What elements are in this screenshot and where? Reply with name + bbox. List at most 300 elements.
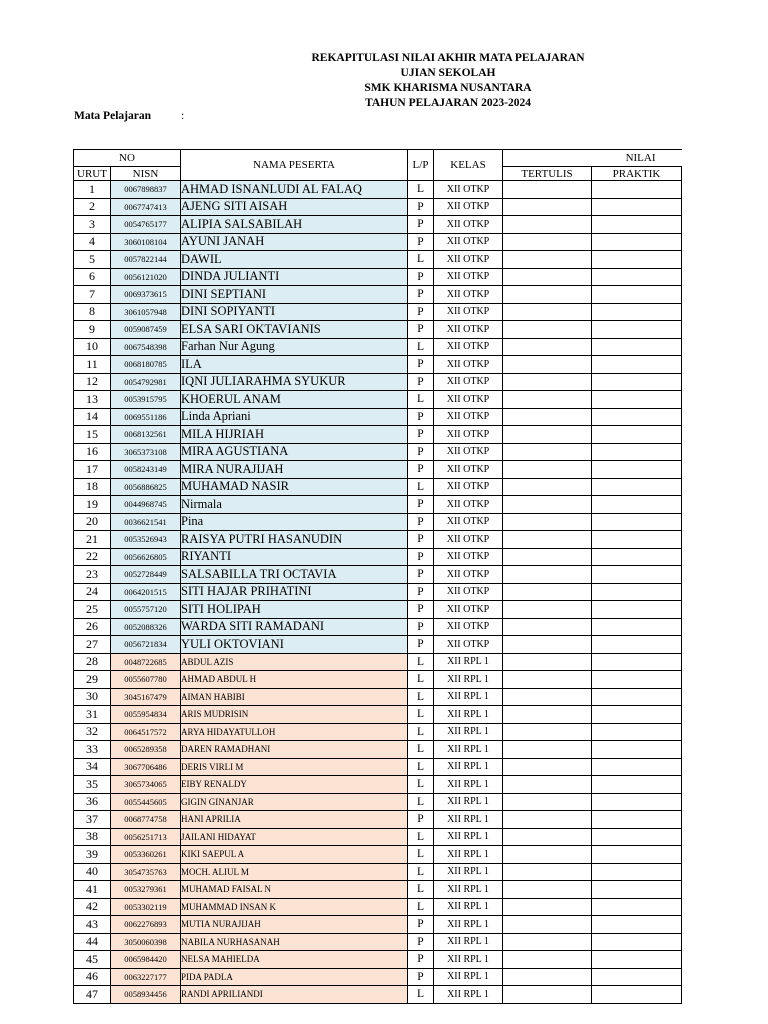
row-lp: L (408, 793, 434, 811)
table-row (74, 688, 682, 706)
row-nilai-tertulis[interactable] (503, 286, 592, 304)
row-nilai-tertulis[interactable] (503, 181, 592, 199)
table-row (74, 986, 682, 1004)
row-nilai-tertulis[interactable] (503, 443, 592, 461)
row-nilai-praktik[interactable] (592, 863, 682, 881)
row-nilai-tertulis[interactable] (503, 653, 592, 671)
table-row (74, 653, 682, 671)
row-nilai-praktik[interactable] (592, 653, 682, 671)
row-no: 15 (74, 426, 111, 444)
row-nama: ABDUL AZIS (181, 653, 408, 671)
row-nilai-tertulis[interactable] (503, 968, 592, 986)
row-kelas: XII OTKP (434, 601, 503, 619)
row-nilai-tertulis[interactable] (503, 321, 592, 339)
row-no: 9 (74, 321, 111, 339)
row-nilai-tertulis[interactable] (503, 198, 592, 216)
row-nilai-praktik[interactable] (592, 846, 682, 864)
table-row (74, 391, 682, 409)
row-kelas: XII RPL 1 (434, 828, 503, 846)
row-kelas: XII RPL 1 (434, 916, 503, 934)
row-lp: L (408, 986, 434, 1004)
row-no: 23 (74, 566, 111, 584)
row-nilai-tertulis[interactable] (503, 356, 592, 374)
row-nilai-tertulis[interactable] (503, 951, 592, 969)
row-lp: P (408, 286, 434, 304)
row-lp: P (408, 531, 434, 549)
row-nisn: 0067548398 (111, 338, 181, 356)
row-nilai-praktik[interactable] (592, 933, 682, 951)
row-lp: P (408, 356, 434, 374)
row-nisn: 0056886825 (111, 478, 181, 496)
row-nama: KIKI SAEPUL A (181, 846, 408, 864)
row-nama: DERIS VIRLI M (181, 758, 408, 776)
row-no: 34 (74, 758, 111, 776)
col-praktik-header: PRAKTIK (592, 167, 682, 181)
row-lp: P (408, 636, 434, 654)
row-kelas: XII RPL 1 (434, 758, 503, 776)
row-nilai-tertulis[interactable] (503, 496, 592, 514)
row-lp: P (408, 321, 434, 339)
row-kelas: XII OTKP (434, 251, 503, 269)
row-nilai-praktik[interactable] (592, 286, 682, 304)
row-lp: P (408, 303, 434, 321)
table-row (74, 373, 682, 391)
row-nama: ALIPIA SALSABILAH (181, 216, 408, 234)
row-nama: EIBY RENALDY (181, 776, 408, 794)
table-row (74, 338, 682, 356)
row-nama: JAILANI HIDAYAT (181, 828, 408, 846)
row-nilai-praktik[interactable] (592, 671, 682, 689)
row-nilai-praktik[interactable] (592, 461, 682, 479)
row-nilai-praktik[interactable] (592, 251, 682, 269)
row-nisn: 3045167479 (111, 688, 181, 706)
col-tertulis-header: TERTULIS (503, 167, 592, 181)
row-nilai-praktik[interactable] (592, 916, 682, 934)
row-nilai-tertulis[interactable] (503, 216, 592, 234)
table-row (74, 706, 682, 724)
row-nisn: 0068774758 (111, 811, 181, 829)
row-kelas: XII OTKP (434, 513, 503, 531)
row-nama: Farhan Nur Agung (181, 338, 408, 356)
row-nilai-praktik[interactable] (592, 636, 682, 654)
row-nama: ARYA HIDAYATULLOH (181, 723, 408, 741)
row-nisn: 0053915795 (111, 391, 181, 409)
row-nilai-praktik[interactable] (592, 268, 682, 286)
row-kelas: XII RPL 1 (434, 706, 503, 724)
row-nama: AIMAN HABIBI (181, 688, 408, 706)
row-no: 45 (74, 951, 111, 969)
row-nama: NABILA NURHASANAH (181, 933, 408, 951)
row-lp: L (408, 688, 434, 706)
row-nama: Linda Apriani (181, 408, 408, 426)
table-row (74, 566, 682, 584)
row-kelas: XII RPL 1 (434, 653, 503, 671)
row-nilai-tertulis[interactable] (503, 723, 592, 741)
table-row (74, 513, 682, 531)
row-no: 32 (74, 723, 111, 741)
subject-colon: : (181, 110, 185, 122)
row-no: 33 (74, 741, 111, 759)
row-no: 40 (74, 863, 111, 881)
row-nama: IQNI JULIARAHMA SYUKUR (181, 373, 408, 391)
row-kelas: XII OTKP (434, 426, 503, 444)
row-no: 18 (74, 478, 111, 496)
table-row (74, 303, 682, 321)
row-nisn: 0053526943 (111, 531, 181, 549)
row-nilai-tertulis[interactable] (503, 986, 592, 1004)
row-nama: HANI APRILIA (181, 811, 408, 829)
row-nisn: 0063227177 (111, 968, 181, 986)
row-nilai-praktik[interactable] (592, 898, 682, 916)
row-nama: DAREN RAMADHANI (181, 741, 408, 759)
grades-table (73, 149, 682, 1004)
row-no: 7 (74, 286, 111, 304)
row-no: 35 (74, 776, 111, 794)
row-nilai-praktik[interactable] (592, 723, 682, 741)
row-kelas: XII RPL 1 (434, 776, 503, 794)
row-nisn: 0065984420 (111, 951, 181, 969)
table-row (74, 496, 682, 514)
table-row (74, 251, 682, 269)
row-kelas: XII OTKP (434, 181, 503, 199)
table-row (74, 881, 682, 899)
row-nilai-tertulis[interactable] (503, 408, 592, 426)
row-nisn: 0053279361 (111, 881, 181, 899)
row-nisn: 3050060398 (111, 933, 181, 951)
row-lp: P (408, 443, 434, 461)
row-nisn: 0062276893 (111, 916, 181, 934)
row-nilai-praktik[interactable] (592, 233, 682, 251)
row-nama: MUHAMMAD INSAN K (181, 898, 408, 916)
row-nilai-praktik[interactable] (592, 758, 682, 776)
row-kelas: XII OTKP (434, 618, 503, 636)
row-nilai-tertulis[interactable] (503, 863, 592, 881)
row-nilai-praktik[interactable] (592, 478, 682, 496)
row-no: 8 (74, 303, 111, 321)
row-nisn: 3065373108 (111, 443, 181, 461)
row-nilai-tertulis[interactable] (503, 566, 592, 584)
table-row (74, 286, 682, 304)
row-kelas: XII RPL 1 (434, 951, 503, 969)
table-row (74, 968, 682, 986)
row-nilai-praktik[interactable] (592, 216, 682, 234)
table-row (74, 723, 682, 741)
row-nisn: 0036621541 (111, 513, 181, 531)
school-name: SMK KHARISMA NUSANTARA (364, 82, 532, 94)
row-kelas: XII OTKP (434, 391, 503, 409)
row-nilai-praktik[interactable] (592, 968, 682, 986)
row-lp: L (408, 776, 434, 794)
row-nilai-praktik[interactable] (592, 811, 682, 829)
row-nilai-praktik[interactable] (592, 356, 682, 374)
row-nilai-tertulis[interactable] (503, 776, 592, 794)
row-kelas: XII OTKP (434, 268, 503, 286)
row-no: 3 (74, 216, 111, 234)
row-nama: RAISYA PUTRI HASANUDIN (181, 531, 408, 549)
row-nilai-tertulis[interactable] (503, 741, 592, 759)
row-no: 4 (74, 233, 111, 251)
row-nilai-praktik[interactable] (592, 951, 682, 969)
row-nisn: 3065734065 (111, 776, 181, 794)
row-nilai-praktik[interactable] (592, 601, 682, 619)
row-nama: MUHAMAD FAISAL N (181, 881, 408, 899)
row-nilai-tertulis[interactable] (503, 846, 592, 864)
header-row-1 (74, 150, 682, 167)
row-nilai-tertulis[interactable] (503, 688, 592, 706)
row-nilai-praktik[interactable] (592, 776, 682, 794)
col-kelas-header: KELAS (434, 150, 503, 181)
row-kelas: XII OTKP (434, 496, 503, 514)
row-nilai-praktik[interactable] (592, 303, 682, 321)
row-nama: MILA HIJRIAH (181, 426, 408, 444)
row-kelas: XII OTKP (434, 408, 503, 426)
row-lp: L (408, 863, 434, 881)
row-nama: AHMAD ISNANLUDI AL FALAQ (181, 181, 408, 199)
row-kelas: XII OTKP (434, 531, 503, 549)
row-nama: MIRA AGUSTIANA (181, 443, 408, 461)
row-lp: P (408, 198, 434, 216)
row-nisn: 0056251713 (111, 828, 181, 846)
row-kelas: XII OTKP (434, 636, 503, 654)
row-no: 21 (74, 531, 111, 549)
row-nilai-praktik[interactable] (592, 513, 682, 531)
row-nilai-tertulis[interactable] (503, 373, 592, 391)
row-no: 30 (74, 688, 111, 706)
row-no: 27 (74, 636, 111, 654)
row-nilai-praktik[interactable] (592, 828, 682, 846)
row-nama: RANDI APRILIANDI (181, 986, 408, 1004)
row-nisn: 3060108104 (111, 233, 181, 251)
row-no: 13 (74, 391, 111, 409)
table-row (74, 916, 682, 934)
row-nisn: 3061057948 (111, 303, 181, 321)
table-row (74, 671, 682, 689)
row-nilai-tertulis[interactable] (503, 426, 592, 444)
row-nisn: 0048722685 (111, 653, 181, 671)
row-no: 41 (74, 881, 111, 899)
row-nisn: 0057822144 (111, 251, 181, 269)
row-nama: AYUNI JANAH (181, 233, 408, 251)
row-nilai-praktik[interactable] (592, 706, 682, 724)
row-lp: L (408, 881, 434, 899)
row-nisn: 0055607780 (111, 671, 181, 689)
row-nilai-praktik[interactable] (592, 741, 682, 759)
row-nilai-praktik[interactable] (592, 373, 682, 391)
row-no: 36 (74, 793, 111, 811)
row-nilai-praktik[interactable] (592, 583, 682, 601)
row-nilai-tertulis[interactable] (503, 933, 592, 951)
row-nilai-tertulis[interactable] (503, 618, 592, 636)
row-nama: PIDA PADLA (181, 968, 408, 986)
row-lp: P (408, 461, 434, 479)
row-lp: P (408, 408, 434, 426)
table-row (74, 548, 682, 566)
col-nisn-header: NISN (111, 167, 181, 181)
col-no-header: NO (74, 150, 181, 167)
row-nilai-tertulis[interactable] (503, 391, 592, 409)
row-nisn: 0064201515 (111, 583, 181, 601)
row-no: 19 (74, 496, 111, 514)
row-nilai-praktik[interactable] (592, 618, 682, 636)
row-nilai-praktik[interactable] (592, 986, 682, 1004)
row-nilai-tertulis[interactable] (503, 811, 592, 829)
row-kelas: XII RPL 1 (434, 846, 503, 864)
row-lp: L (408, 828, 434, 846)
row-lp: P (408, 233, 434, 251)
row-kelas: XII OTKP (434, 198, 503, 216)
row-nama: MIRA NURAJIJAH (181, 461, 408, 479)
row-no: 24 (74, 583, 111, 601)
row-nilai-tertulis[interactable] (503, 601, 592, 619)
row-nama: DINDA JULIANTI (181, 268, 408, 286)
row-no: 44 (74, 933, 111, 951)
row-lp: P (408, 951, 434, 969)
row-lp: P (408, 933, 434, 951)
row-no: 11 (74, 356, 111, 374)
row-nilai-praktik[interactable] (592, 198, 682, 216)
row-lp: P (408, 566, 434, 584)
row-kelas: XII OTKP (434, 443, 503, 461)
row-nama: ELSA SARI OKTAVIANIS (181, 321, 408, 339)
row-lp: P (408, 618, 434, 636)
row-nama: MOCH. ALIUL M (181, 863, 408, 881)
row-nilai-tertulis[interactable] (503, 583, 592, 601)
row-kelas: XII OTKP (434, 548, 503, 566)
row-nama: ILA (181, 356, 408, 374)
row-kelas: XII RPL 1 (434, 671, 503, 689)
table-row (74, 583, 682, 601)
row-no: 1 (74, 181, 111, 199)
row-nilai-praktik[interactable] (592, 408, 682, 426)
row-nilai-praktik[interactable] (592, 181, 682, 199)
table-row (74, 531, 682, 549)
row-nama: DINI SEPTIANI (181, 286, 408, 304)
row-nisn: 0058243149 (111, 461, 181, 479)
row-nilai-tertulis[interactable] (503, 531, 592, 549)
row-nama: SITI HAJAR PRIHATINI (181, 583, 408, 601)
row-nisn: 3067706486 (111, 758, 181, 776)
table-row (74, 863, 682, 881)
row-lp: L (408, 671, 434, 689)
row-no: 22 (74, 548, 111, 566)
row-nilai-tertulis[interactable] (503, 513, 592, 531)
row-nilai-praktik[interactable] (592, 496, 682, 514)
row-nisn: 0054792981 (111, 373, 181, 391)
col-nama-header: NAMA PESERTA (181, 150, 408, 181)
row-nisn: 0064517572 (111, 723, 181, 741)
row-no: 2 (74, 198, 111, 216)
row-nisn: 0067747413 (111, 198, 181, 216)
row-no: 38 (74, 828, 111, 846)
row-nilai-praktik[interactable] (592, 531, 682, 549)
row-lp: L (408, 653, 434, 671)
row-nisn: 0044968745 (111, 496, 181, 514)
table-row (74, 618, 682, 636)
row-nilai-tertulis[interactable] (503, 758, 592, 776)
row-no: 25 (74, 601, 111, 619)
row-nilai-tertulis[interactable] (503, 268, 592, 286)
row-no: 46 (74, 968, 111, 986)
row-nisn: 0067898837 (111, 181, 181, 199)
row-nilai-tertulis[interactable] (503, 338, 592, 356)
row-nama: DAWIL (181, 251, 408, 269)
row-nilai-tertulis[interactable] (503, 793, 592, 811)
row-nilai-tertulis[interactable] (503, 461, 592, 479)
row-nilai-praktik[interactable] (592, 566, 682, 584)
report-header (0, 51, 768, 111)
row-nilai-tertulis[interactable] (503, 671, 592, 689)
table-row (74, 461, 682, 479)
row-nilai-tertulis[interactable] (503, 636, 592, 654)
row-nisn: 0059087459 (111, 321, 181, 339)
row-no: 39 (74, 846, 111, 864)
row-kelas: XII RPL 1 (434, 933, 503, 951)
row-nama: MUTIA NURAJIJAH (181, 916, 408, 934)
row-nilai-praktik[interactable] (592, 426, 682, 444)
row-nilai-tertulis[interactable] (503, 828, 592, 846)
row-kelas: XII OTKP (434, 338, 503, 356)
row-nilai-tertulis[interactable] (503, 881, 592, 899)
row-no: 42 (74, 898, 111, 916)
row-nilai-praktik[interactable] (592, 338, 682, 356)
row-no: 17 (74, 461, 111, 479)
table-row (74, 793, 682, 811)
row-nilai-praktik[interactable] (592, 321, 682, 339)
row-lp: P (408, 216, 434, 234)
row-no: 31 (74, 706, 111, 724)
row-kelas: XII OTKP (434, 583, 503, 601)
table-row (74, 233, 682, 251)
row-nilai-praktik[interactable] (592, 443, 682, 461)
row-nisn: 0069373615 (111, 286, 181, 304)
row-nilai-tertulis[interactable] (503, 251, 592, 269)
row-lp: L (408, 723, 434, 741)
row-nilai-praktik[interactable] (592, 881, 682, 899)
row-nisn: 0055954834 (111, 706, 181, 724)
row-nilai-tertulis[interactable] (503, 916, 592, 934)
row-nilai-tertulis[interactable] (503, 898, 592, 916)
row-lp: P (408, 968, 434, 986)
row-nilai-praktik[interactable] (592, 391, 682, 409)
row-nilai-tertulis[interactable] (503, 548, 592, 566)
table-row (74, 776, 682, 794)
row-nisn: 0056721834 (111, 636, 181, 654)
row-nisn: 0056121020 (111, 268, 181, 286)
row-nisn: 0069551186 (111, 408, 181, 426)
row-no: 28 (74, 653, 111, 671)
row-nama: KHOERUL ANAM (181, 391, 408, 409)
row-no: 10 (74, 338, 111, 356)
row-nilai-praktik[interactable] (592, 793, 682, 811)
row-nilai-tertulis[interactable] (503, 706, 592, 724)
table-row (74, 758, 682, 776)
table-row (74, 443, 682, 461)
row-nama: YULI OKTOVIANI (181, 636, 408, 654)
row-nilai-tertulis[interactable] (503, 233, 592, 251)
row-lp: L (408, 846, 434, 864)
col-urut-header: URUT (74, 167, 111, 181)
row-nilai-praktik[interactable] (592, 688, 682, 706)
row-lp: P (408, 916, 434, 934)
row-kelas: XII OTKP (434, 321, 503, 339)
row-lp: P (408, 583, 434, 601)
row-no: 14 (74, 408, 111, 426)
row-nilai-praktik[interactable] (592, 548, 682, 566)
row-nilai-tertulis[interactable] (503, 303, 592, 321)
row-nilai-tertulis[interactable] (503, 478, 592, 496)
row-nisn: 0052728449 (111, 566, 181, 584)
row-lp: P (408, 426, 434, 444)
